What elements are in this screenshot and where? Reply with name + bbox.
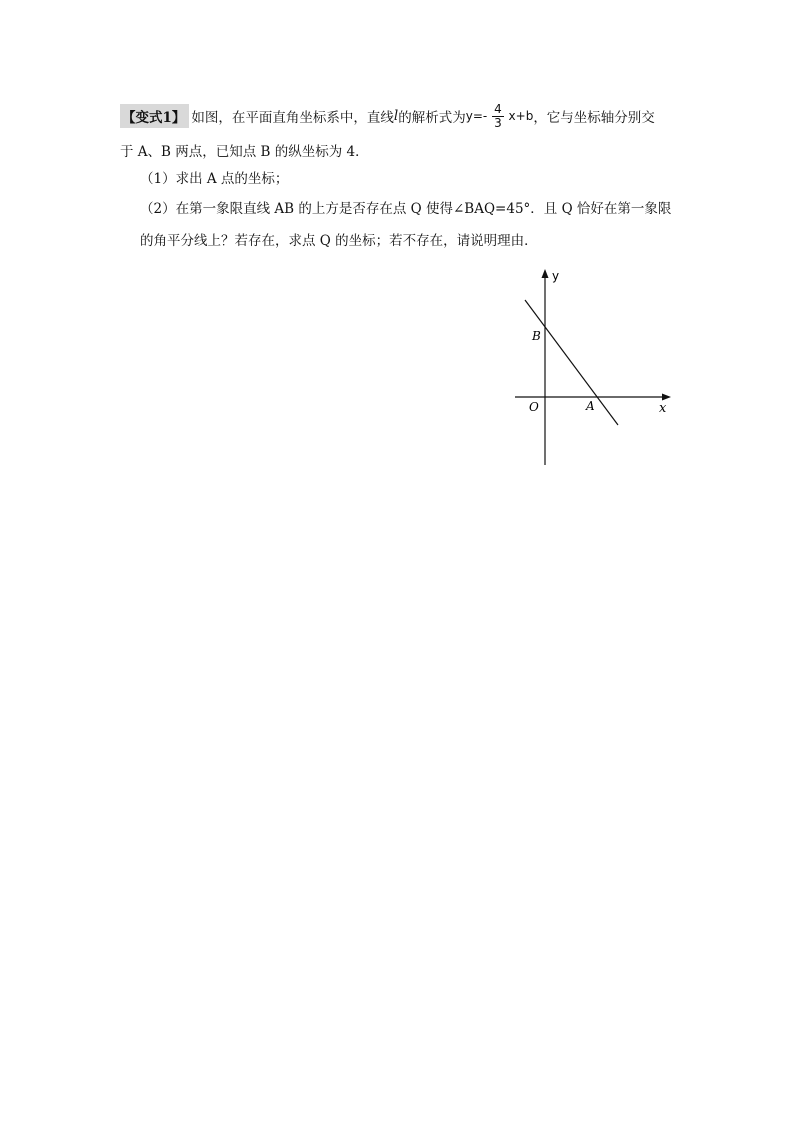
problem-line-1 [120,100,655,132]
question-part-2: （2）在第一象限直线 AB 的上方是否存在点 Q 使得∠BAQ=45°．且 Q 恰好在第一象限 [140,201,672,217]
y-axis-arrow [542,269,549,278]
intro-text-3: ，它与坐标轴分别交 [533,110,655,126]
y-axis-label: y [552,269,560,283]
fraction-numerator: 4 [494,101,502,116]
line-name: l [393,108,399,124]
point-b-label: B [532,329,541,343]
formula-prefix: y=- [465,108,488,123]
fraction-denominator: 3 [494,115,502,130]
x-axis-arrow [662,394,671,401]
intro-text-2: 的解析式为 [398,110,466,126]
coordinate-figure [505,265,680,470]
formula-suffix: x+b [508,108,534,123]
x-axis-label: x [659,401,667,416]
point-a-label: A [586,399,595,413]
question-part-1: （1）求出 A 点的坐标； [140,171,289,187]
variant-tag: 【变式1】 [120,104,189,128]
line-l [525,300,618,425]
question-part-2-continued: 的角平分线上？若存在，求点 Q 的坐标；若不存在，请说明理由． [140,233,538,249]
fraction [492,103,504,130]
intro-text: 如图，在平面直角坐标系中，直线 [191,110,394,126]
formula [466,103,534,130]
origin-label: O [529,400,539,414]
problem-line-2: 于 A、B 两点，已知点 B 的纵坐标为 4． [120,144,369,160]
